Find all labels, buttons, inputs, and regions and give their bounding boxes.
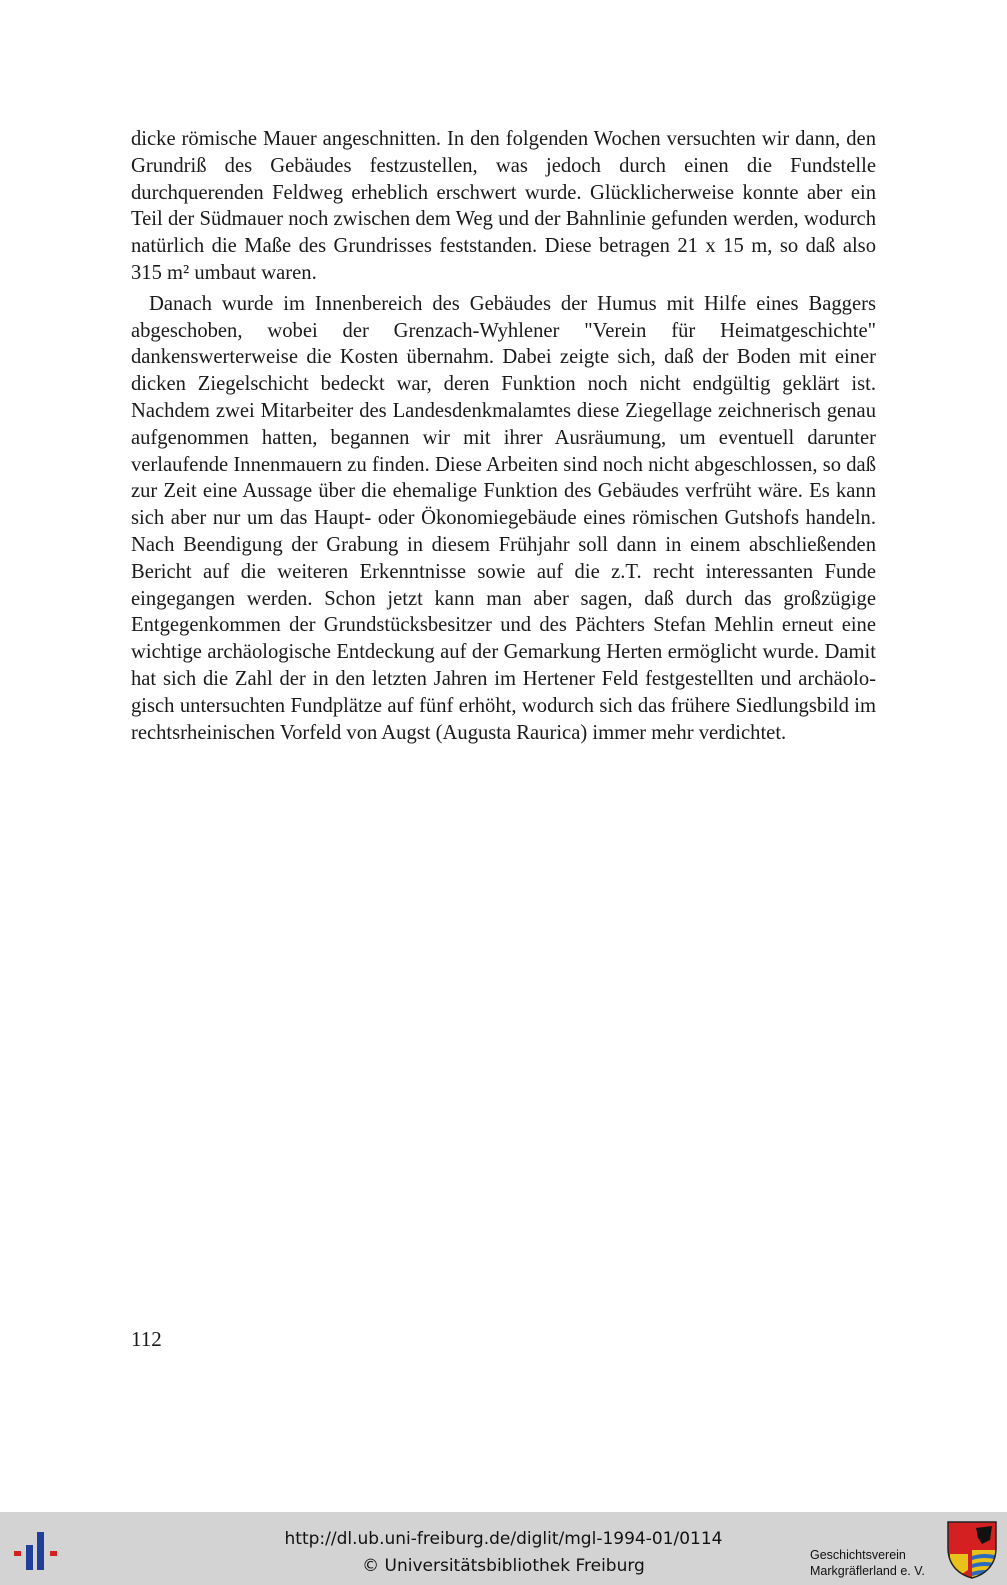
copyright-notice: © Universitätsbibliothek Freiburg (362, 1556, 645, 1576)
paragraph-2: Danach wurde im Innenbereich des Gebäudes der Humus mit Hilfe eines Baggers abgeschoben, wobei der Grenzach-Wyhlener "Verein für Heimatgeschichte" dankenswerterweise die Kosten übernahm. Dabei zeigte sich, daß der Boden mit einer dicken Ziegelschicht bedeckt war, deren Funktion noch nicht endgültig geklärt ist. Nachdem zwei Mitarbeiter des Landesdenkmalamtes diese Ziegellage zeichnerisch genau aufgenommen hatten, begannen wir mit ihrer Ausräumung, um eventuell darunter verlaufende Innenmauern zu finden. Diese Arbeiten sind noch nicht abgeschlossen, so daß zur Zeit eine Aussage über die ehemalige Funktion des Gebäudes verfrüht wäre. Es kann sich aber nur um das Haupt- oder Ökonomiegebäude eines römischen Gutshofs handeln. Nach Beendigung der Grabung in diesem Frühjahr soll dann in einem abschließenden Bericht auf die weiteren Erkenntnisse sowie auf die z.T. recht interessanten Funde eingegangen werden. Schon jetzt kann man aber sagen, daß durch das großzügige Entgegenkommen der Grundstücksbesitzer und des Pächters Stefan Mehlin erneut eine wichtige archäologische Entdeckung auf der Gemarkung Herten ermöglicht wurde. Damit hat sich die Zahl der in den letzten Jahren im Hertener Feld festgestellten und archäologisch untersuchten Fundplätze auf fünf erhöht, wodurch sich das frühere Siedlungsbild im rechtsrheinischen Vorfeld von Augst (Augusta Raurica) immer mehr verdichtet. (131, 292, 876, 744)
permalink-url[interactable]: http://dl.ub.uni-freiburg.de/diglit/mgl-1994-01/0114 (284, 1529, 723, 1549)
page-body-text (131, 126, 876, 746)
publisher-line-1: Geschichtsverein (810, 1548, 906, 1562)
viewer-footer (0, 1512, 1007, 1585)
publisher-line-2: Markgräflerland e. V. (810, 1564, 925, 1578)
paragraph-1: dicke römische Mauer angeschnitten. In den folgenden Wochen versuchten wir dann, den Grundriß des Gebäudes festzustellen, was jedoch durch einen die Fundstelle durchquerenden Feldweg erheblich erschwert wurde. Glücklicherweise konnte aber ein Teil der Südmauer noch zwischen dem Weg und der Bahnlinie gefunden werden, wodurch natürlich die Maße des Grundrisses feststanden. Diese betragen 21 x 15 m, so daß also 315 m² umbaut waren. (131, 128, 876, 284)
publisher-name (810, 1547, 925, 1579)
page-number: 112 (131, 1327, 162, 1351)
coat-of-arms-icon[interactable] (946, 1520, 998, 1580)
